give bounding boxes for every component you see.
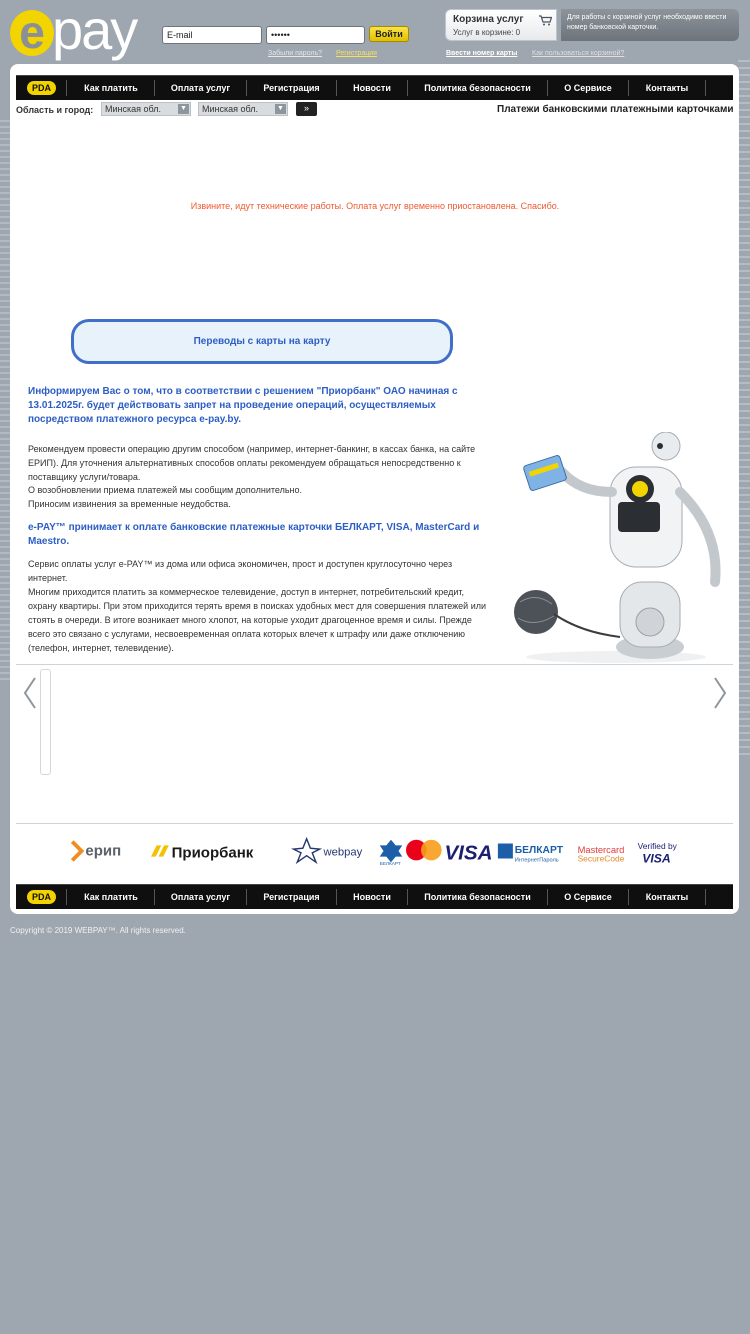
nav-pay-services[interactable]: Оплата услуг (170, 892, 231, 902)
register-link[interactable]: Регистрация (336, 50, 377, 57)
nav-security-policy[interactable]: Политика безопасности (424, 83, 531, 93)
webpay-logo (294, 839, 363, 862)
forgot-password-link[interactable]: Забыли пароль? (268, 50, 323, 57)
svg-text:Mastercard: Mastercard (577, 844, 625, 855)
divider (16, 664, 733, 665)
cart-icon (539, 15, 552, 26)
svg-text:webpay: webpay (323, 846, 363, 859)
visa-logo: VISA (444, 841, 493, 865)
background-decoration-right (738, 60, 750, 760)
nav-about[interactable]: О Сервисе (564, 83, 612, 93)
card-transfer-button[interactable]: Переводы с карты на карту (71, 319, 453, 364)
cart-title: Корзина услуг (453, 14, 524, 25)
svg-text:БЕЛКАРТ: БЕЛКАРТ (379, 861, 401, 866)
priorbank-notice: Информируем Вас о том, что в соответствии с решением "Приорбанк" ОАО начиная с 13.01.2025г. будет действовать запрет на проведение операций, осуществляемых посредством платежного ресурса e-pay.by. (28, 386, 458, 425)
pda-button[interactable]: PDA (27, 890, 56, 904)
info-paragraph: О возобновлении приема платежей мы сообщим дополнительно. (28, 485, 302, 495)
belkart-internetparol-logo (498, 844, 564, 864)
verified-by-visa-logo (638, 841, 678, 865)
nav-registration[interactable]: Регистрация (263, 83, 320, 93)
city-select-value: Минская обл. (202, 104, 259, 114)
nav-how-to-pay[interactable]: Как платить (84, 83, 138, 93)
nav-news[interactable]: Новости (353, 83, 391, 93)
pda-button[interactable]: PDA (27, 81, 56, 95)
cart-widget[interactable] (445, 9, 557, 41)
nav-security-policy[interactable]: Политика безопасности (424, 892, 531, 902)
nav-how-to-pay[interactable]: Как платить (84, 892, 138, 902)
region-select[interactable] (101, 102, 191, 116)
epay-by-link[interactable]: e-pay.by (199, 414, 239, 425)
robot-illustration (500, 432, 732, 664)
nav-contacts[interactable]: Контакты (645, 83, 689, 93)
belkart-logo (380, 840, 403, 866)
city-select[interactable] (198, 102, 288, 116)
svg-text:БЕЛКАРТ: БЕЛКАРТ (514, 844, 563, 856)
divider (16, 823, 733, 824)
region-label: Область и город: (16, 105, 94, 115)
login-button[interactable]: Войти (369, 26, 409, 42)
partner-logos (46, 836, 706, 866)
main-nav (16, 75, 733, 100)
chevron-left-icon[interactable] (22, 676, 38, 710)
svg-text:Verified by: Verified by (637, 841, 677, 852)
bank-payments-title: Платежи банковскими платежными карточками (497, 104, 734, 115)
nav-pay-services[interactable]: Оплата услуг (170, 83, 231, 93)
nav-registration[interactable]: Регистрация (263, 892, 320, 902)
chevron-down-icon: ▼ (275, 104, 286, 114)
footer-nav (16, 884, 733, 909)
password-field[interactable]: •••••• (266, 26, 365, 44)
chevron-down-icon: ▼ (178, 104, 189, 114)
slider-track[interactable] (40, 669, 51, 775)
cart-help-link[interactable]: Как пользоваться корзиной? (532, 50, 625, 57)
cards-paragraph: Многим приходится платить за коммерческое телевидение, доступ в интернет, потребительский кредит, охрану квартиры. При этом приходится терять время в поисках удобных мест для совершения платежей или стоять в очереди. В итоге возникает много хлопот, на которые уходит драгоценное время и силы. Прежде всего это связано с услугами, несвоевременная оплата которых влечет к штрафу или даже отключению (телефон, интернет, телевидение). (28, 587, 486, 653)
cart-tip: Для работы с корзиной услуг необходимо ввести номер банковской карточки. (561, 9, 739, 41)
svg-text:Приорбанк: Приорбанк (171, 844, 254, 862)
mastercard-securecode-logo (578, 845, 625, 863)
email-field[interactable]: E-mail (162, 26, 262, 44)
enter-card-link[interactable]: Ввести номер карты (446, 50, 518, 57)
cart-count: Услуг в корзине: 0 (453, 28, 521, 37)
region-select-value: Минская обл. (105, 104, 162, 114)
svg-text:VISA: VISA (642, 851, 671, 866)
epay-logo[interactable]: e pay (8, 8, 144, 60)
cards-paragraph: Сервис оплаты услуг e-PAY™ из дома или офиса экономичен, прост и доступен круглосуточно через интернет. (28, 559, 453, 583)
chevron-right-icon[interactable] (712, 676, 728, 710)
info-paragraph: Рекомендуем провести операцию другим способом (например, интернет-банкинг, в кассах банка, на сайте ЕРИП). Для уточнения альтернативных способов оплаты рекомендуем обращаться непосредственно к поставщику услуги/товара. (28, 444, 476, 482)
cards-heading: e-PAY™ принимает к оплате банковские платежные карточки БЕЛКАРТ, VISA, MasterCard и Maestro. (28, 522, 480, 547)
maintenance-notice: Извините, идут технические работы. Оплата услуг временно приостановлена. Спасибо. (190, 201, 560, 211)
nav-news[interactable]: Новости (353, 892, 391, 902)
nav-contacts[interactable]: Контакты (645, 892, 689, 902)
info-paragraph: Приносим извинения за временные неудобства. (28, 499, 231, 509)
svg-text:SecureCode: SecureCode (577, 853, 625, 864)
region-go-button[interactable]: » (296, 102, 317, 116)
svg-text:ИнтернетПароль: ИнтернетПароль (514, 857, 559, 864)
erip-logo (72, 842, 121, 861)
mastercard-logo (406, 840, 442, 861)
svg-text:ерип: ерип (85, 842, 122, 860)
copyright: Copyright © 2019 WEBPAY™. All rights reserved. (10, 926, 186, 935)
priorbank-logo (151, 845, 254, 862)
nav-about[interactable]: О Сервисе (564, 892, 612, 902)
